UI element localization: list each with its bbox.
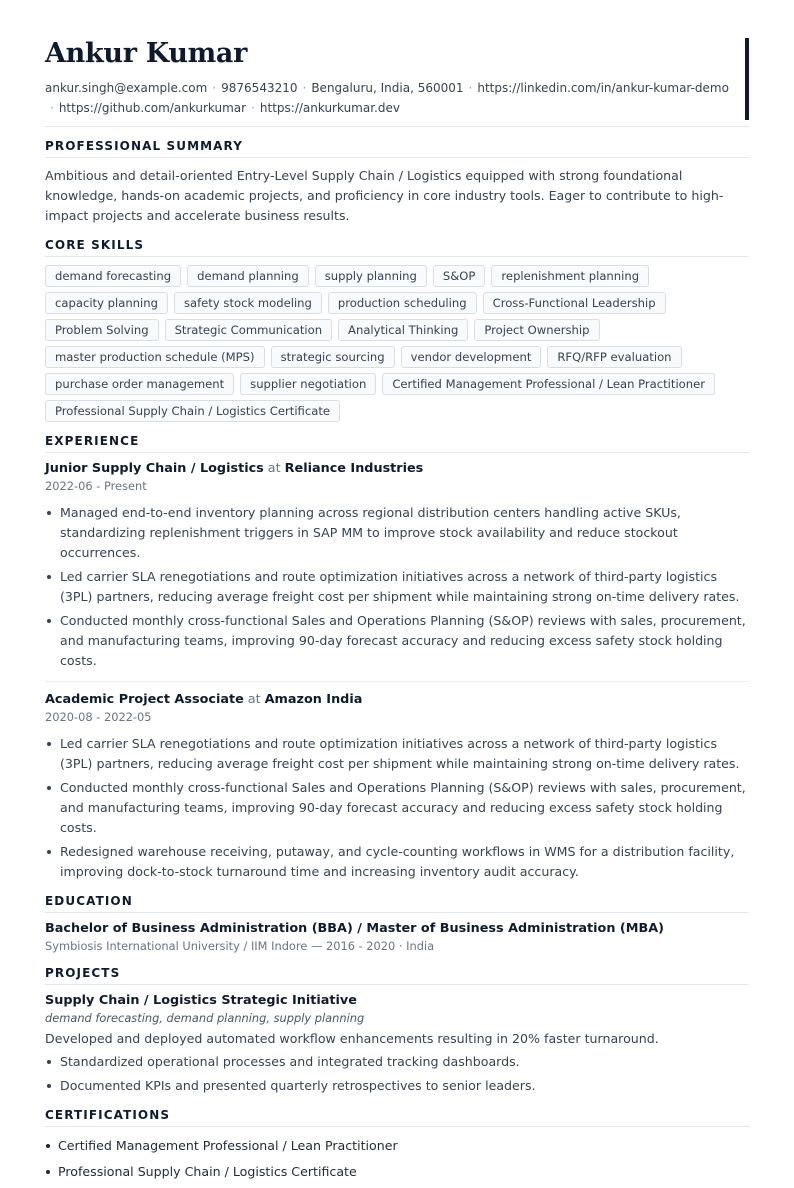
job-bullet: Managed end-to-end inventory planning across regional distribution centers handling active SKUs, standardizing replenishment triggers in SAP MM to improve stock availability and reduce stockout occurrences.	[45, 503, 749, 563]
skill-chip: master production schedule (MPS)	[45, 346, 265, 368]
job-company: Reliance Industries	[284, 461, 424, 476]
certifications-section	[45, 1108, 749, 1182]
resume-header	[45, 38, 749, 127]
candidate-name: Ankur Kumar	[45, 38, 248, 69]
contact-website[interactable]: https://ankurkumar.dev	[259, 101, 400, 115]
job-entry	[45, 681, 749, 882]
project-bullet: Standardized operational processes and integrated tracking dashboards.	[45, 1052, 749, 1072]
contact-separator: ·	[212, 81, 217, 95]
skill-chip: Problem Solving	[45, 319, 159, 341]
job-role: Junior Supply Chain / Logistics	[45, 461, 264, 476]
section-title: CERTIFICATIONS	[45, 1108, 749, 1127]
section-title: EDUCATION	[45, 894, 749, 913]
project-title: Supply Chain / Logistics Strategic Initiative	[45, 993, 357, 1008]
summary-text: Ambitious and detail-oriented Entry-Level Supply Chain / Logistics equipped with strong foundational knowledge, hands-on academic projects, and proficiency in core industry tools. Eager to contribute to high-impact projects and accelerate business results.	[45, 168, 724, 223]
education-meta: Symbiosis International University / IIM Indore — 2016 - 2020 · India	[45, 939, 435, 953]
job-bullet-list	[45, 503, 749, 671]
skill-chip: S&OP	[433, 265, 486, 287]
resume-page	[45, 38, 749, 1188]
skill-chip: production scheduling	[328, 292, 477, 314]
project-bullet-list	[45, 1052, 749, 1096]
job-company: Amazon India	[264, 692, 363, 707]
job-bullet: Conducted monthly cross-functional Sales and Operations Planning (S&OP) reviews with sales, procurement, and manufacturing teams, improving 90-day forecast accuracy and reducing excess safety stock holding costs.	[45, 778, 749, 838]
skill-chip: vendor development	[401, 346, 542, 368]
job-bullet: Led carrier SLA renegotiations and route optimization initiatives across a network of third-party logistics (3PL) partners, reducing average freight cost per shipment while maintaining strong on-time delivery rates.	[45, 567, 749, 607]
section-title: PROJECTS	[45, 966, 749, 985]
projects-section	[45, 966, 749, 1096]
certification-item: Professional Supply Chain / Logistics Certificate	[45, 1162, 749, 1182]
job-at-word: at	[267, 461, 281, 476]
project-bullet: Documented KPIs and presented quarterly retrospectives to senior leaders.	[45, 1076, 749, 1096]
contact-location: Bengaluru, India, 560001	[311, 81, 464, 95]
contact-separator: ·	[302, 81, 307, 95]
contact-phone[interactable]: 9876543210	[221, 81, 298, 95]
skill-chip: strategic sourcing	[271, 346, 395, 368]
job-dates: 2020-08 - 2022-05	[45, 710, 152, 724]
skill-chip: supplier negotiation	[240, 373, 376, 395]
certification-item: Certified Management Professional / Lean Practitioner	[45, 1136, 749, 1156]
summary-section	[45, 139, 749, 226]
skill-chip: purchase order management	[45, 373, 234, 395]
education-degree: Bachelor of Business Administration (BBA) / Master of Business Administration (MBA)	[45, 921, 665, 936]
experience-section	[45, 434, 749, 882]
job-heading	[45, 461, 749, 477]
contact-linkedin[interactable]: https://linkedin.com/in/ankur-kumar-demo	[477, 81, 729, 95]
job-heading	[45, 692, 749, 708]
skill-chip: Analytical Thinking	[338, 319, 468, 341]
certification-list	[45, 1136, 749, 1182]
skill-chip: Cross-Functional Leadership	[483, 292, 666, 314]
skills-chip-list	[45, 265, 749, 422]
skill-chip: demand planning	[187, 265, 309, 287]
header-divider	[45, 126, 749, 127]
contact-email[interactable]: ankur.singh@example.com	[45, 81, 208, 95]
job-bullet: Led carrier SLA renegotiations and route optimization initiatives across a network of third-party logistics (3PL) partners, reducing average freight cost per shipment while maintaining strong on-time delivery rates.	[45, 734, 749, 774]
job-at-word: at	[247, 692, 261, 707]
job-entry	[45, 461, 749, 671]
skill-chip: replenishment planning	[491, 265, 649, 287]
contact-line	[45, 78, 735, 118]
job-bullet-list	[45, 734, 749, 882]
contact-separator: ·	[251, 101, 255, 115]
contact-separator: ·	[468, 81, 473, 95]
skill-chip: Certified Management Professional / Lean Practitioner	[382, 373, 715, 395]
skill-chip: safety stock modeling	[174, 292, 322, 314]
skill-chip: Strategic Communication	[165, 319, 332, 341]
job-bullet: Redesigned warehouse receiving, putaway, and cycle-counting workflows in WMS for a distribution facility, improving dock-to-stock turnaround time and increasing inventory audit accuracy.	[45, 842, 749, 882]
skill-chip: Project Ownership	[474, 319, 599, 341]
job-dates: 2022-06 - Present	[45, 479, 147, 493]
skill-chip: Professional Supply Chain / Logistics Certificate	[45, 400, 340, 422]
education-section	[45, 894, 749, 954]
skill-chip: capacity planning	[45, 292, 168, 314]
job-role: Academic Project Associate	[45, 692, 244, 707]
job-bullet: Conducted monthly cross-functional Sales and Operations Planning (S&OP) reviews with sales, procurement, and manufacturing teams, improving 90-day forecast accuracy and reducing excess safety stock holding costs.	[45, 611, 749, 671]
skill-chip: RFQ/RFP evaluation	[547, 346, 681, 368]
project-description: Developed and deployed automated workflow enhancements resulting in 20% faster turnaround.	[45, 1031, 659, 1046]
section-title: EXPERIENCE	[45, 434, 749, 453]
skill-chip: supply planning	[315, 265, 427, 287]
contact-separator: ·	[50, 101, 54, 115]
contact-github[interactable]: https://github.com/ankurkumar	[58, 101, 247, 115]
skills-section	[45, 238, 749, 422]
section-title: PROFESSIONAL SUMMARY	[45, 139, 749, 158]
skill-chip: demand forecasting	[45, 265, 181, 287]
section-title: CORE SKILLS	[45, 238, 749, 257]
project-tech: demand forecasting, demand planning, supply planning	[45, 1011, 365, 1025]
